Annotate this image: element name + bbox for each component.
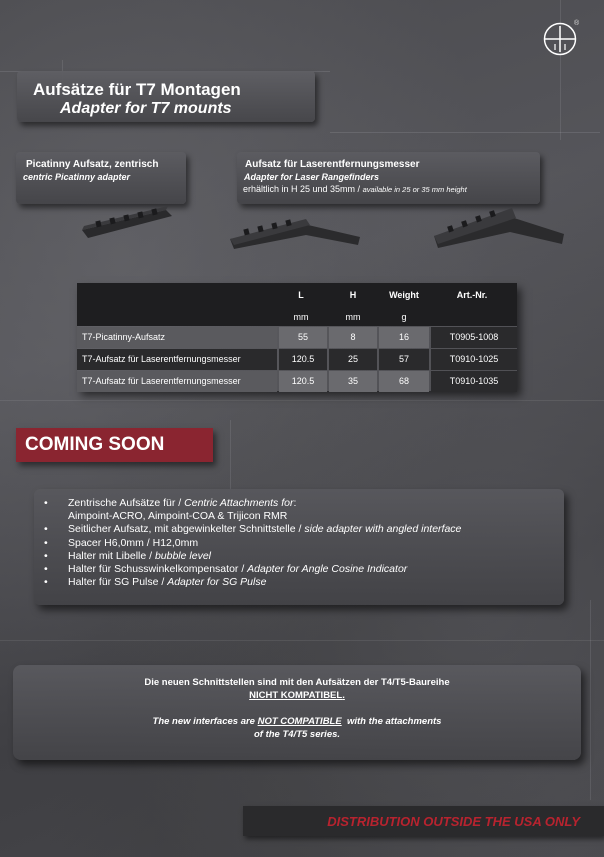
header-weight: Weight [389,290,419,300]
section-title [17,71,315,122]
picatinny-adapter-image [76,202,176,244]
row-name: T7-Aufsatz für Laserentfernungsmesser [77,371,277,392]
bullet-dot-icon: • [44,549,48,562]
product-name-de: Aufsatz für Laserentfernungsmesser [245,159,420,170]
table-row [77,327,517,348]
decor-line [230,420,231,490]
list-item: • Zentrische Aufsätze für / Centric Attachments for: [44,497,297,509]
notice-line-en: The new interfaces are NOT COMPATIBLE with the attachments [152,716,442,727]
decor-line [590,600,591,800]
product-name-en: centric Picatinny adapter [23,172,131,182]
row-length: 120.5 [279,349,327,370]
laser-adapter-25-image [226,205,366,255]
list-item: • Halter für Schusswinkelkompensator / Adapter for Angle Cosine Indicator [44,563,408,576]
header-length: L [298,290,304,300]
row-length: 120.5 [279,371,327,392]
row-height: 35 [329,371,377,392]
product-name-en: Adapter for Laser Rangefinders [244,172,380,182]
upcoming-features-box [34,489,564,605]
row-name: T7-Aufsatz für Laserentfernungsmesser [77,349,277,370]
row-weight: 68 [379,371,429,392]
list-item: • Halter für SG Pulse / Adapter for SG Pulse [44,576,267,589]
notice-line-en-2: of the T4/T5 series. [253,729,341,740]
coming-soon-text: COMING SOON [25,434,165,455]
decor-line [0,640,604,641]
laser-adapter-35-image [430,196,570,254]
decor-line [0,400,604,401]
row-weight: 57 [379,349,429,370]
coming-soon-banner [16,428,213,462]
list-item: Aimpoint-ACRO, Aimpoint-COA & Trijicon RMR [68,510,288,523]
list-item: • Seitlicher Aufsatz, mit abgewinkelter Schnittstelle / side adapter with angled interface [44,523,462,536]
unit-height: mm [345,312,361,322]
product-picatinny-label [16,152,186,204]
table-header [77,283,517,326]
notice-not-compatible-de: NICHT KOMPATIBEL. [249,690,345,701]
compatibility-notice [13,665,581,760]
row-weight: 16 [379,327,429,348]
title-english: Adapter for T7 mounts [60,100,232,117]
row-height: 8 [329,327,377,348]
notice-line-de: Die neuen Schnittstellen sind mit den Aufsätzen der T4/T5-Baureihe [144,677,450,688]
registered-mark: ® [574,20,580,27]
bullet-dot-icon: • [44,497,48,509]
bullet-dot-icon: • [44,536,48,549]
bullet-dot-icon: • [44,576,48,589]
row-article: T0910-1025 [431,349,517,370]
row-article: T0905-1008 [431,327,517,348]
title-german: Aufsätze für T7 Montagen [33,80,241,99]
feature-list [44,497,461,589]
row-length: 55 [279,327,327,348]
spec-table [77,283,517,391]
unit-weight: g [401,312,407,322]
list-item: • Halter mit Libelle / bubble level [44,549,211,562]
distribution-text: DISTRIBUTION OUTSIDE THE USA ONLY [327,814,580,829]
bullet-dot-icon: • [44,563,48,576]
list-item: • Spacer H6,0mm / H12,0mm [44,536,199,549]
header-article-number: Art.-Nr. [456,290,488,300]
product-name-de: Picatinny Aufsatz, zentrisch [26,159,159,170]
table-row [77,371,517,392]
unit-length: mm [293,312,309,322]
decor-line [560,0,561,140]
distribution-banner [243,806,604,836]
row-name: T7-Picatinny-Aufsatz [77,327,277,348]
crosshair-scope-icon [543,20,580,56]
row-article: T0910-1035 [431,371,517,392]
brand-logo [543,20,580,56]
product-height-note: erhältlich in H 25 und 35mm / available in 25 or 35 mm height [243,184,467,194]
header-height: H [349,290,357,300]
row-height: 25 [329,349,377,370]
bullet-dot-icon: • [44,523,48,536]
table-row [77,349,517,370]
